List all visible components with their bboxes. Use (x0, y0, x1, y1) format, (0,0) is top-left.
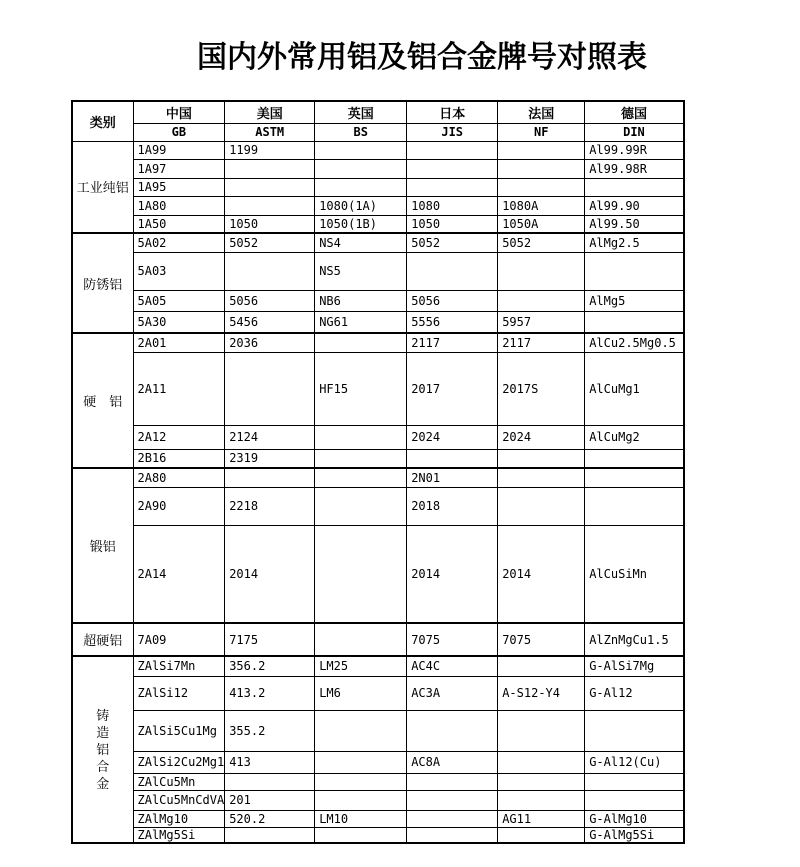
alloy-cell: AlCuMg2 (585, 425, 684, 449)
alloy-cell: G-AlSi7Mg (585, 656, 684, 676)
alloy-cell: 1199 (225, 141, 315, 159)
alloy-cell: 201 (225, 790, 315, 810)
alloy-cell (498, 790, 585, 810)
alloy-cell: ZAlSi2Cu2Mg1 (133, 751, 225, 773)
alloy-cell (315, 710, 407, 751)
alloy-cell (407, 159, 498, 178)
alloy-cell: Al99.99R (585, 141, 684, 159)
alloy-cell: 2018 (407, 487, 498, 525)
alloy-cell (498, 468, 585, 487)
alloy-cell (407, 178, 498, 196)
alloy-cell (498, 159, 585, 178)
alloy-cell (498, 141, 585, 159)
alloy-cell: 1080(1A) (315, 196, 407, 215)
alloy-cell (225, 159, 315, 178)
table-header-row-countries (72, 101, 684, 123)
table-body (72, 141, 684, 843)
alloy-cell: ZAlMg5Si (133, 827, 225, 843)
alloy-cell (407, 141, 498, 159)
alloy-cell: 356.2 (225, 656, 315, 676)
alloy-cell (407, 449, 498, 468)
table-row (72, 751, 684, 773)
alloy-cell: 2024 (407, 425, 498, 449)
alloy-cell: NB6 (315, 290, 407, 311)
category-header-cell: 类别 (72, 101, 133, 141)
alloy-cell: 2A01 (133, 333, 225, 352)
table-row (72, 790, 684, 810)
section-label-text: 防锈铝 (83, 276, 123, 292)
country-header-cell: 美国 (225, 101, 315, 123)
alloy-cell: 2A14 (133, 525, 225, 623)
standard-header-cell: ASTM (225, 123, 315, 141)
alloy-cell: 5056 (407, 290, 498, 311)
alloy-cell: ZAlMg10 (133, 810, 225, 827)
alloy-cell: NG61 (315, 311, 407, 333)
alloy-cell: 2B16 (133, 449, 225, 468)
alloy-cell (498, 773, 585, 790)
alloy-cell (315, 487, 407, 525)
alloy-cell: 5556 (407, 311, 498, 333)
alloy-cell: 2218 (225, 487, 315, 525)
alloy-cell (407, 790, 498, 810)
alloy-cell: ZAlCu5Mn (133, 773, 225, 790)
alloy-cell (585, 468, 684, 487)
alloy-cell: AlMg5 (585, 290, 684, 311)
table-row (72, 468, 684, 487)
alloy-cell: ZAlSi5Cu1Mg (133, 710, 225, 751)
table-row (72, 623, 684, 656)
alloy-cell: 2N01 (407, 468, 498, 487)
table-row (72, 676, 684, 710)
alloy-cell: 1A95 (133, 178, 225, 196)
alloy-cell (498, 710, 585, 751)
alloy-cell: LM10 (315, 810, 407, 827)
alloy-cell: 2A11 (133, 352, 225, 425)
alloy-cell: ZAlSi12 (133, 676, 225, 710)
country-header-cell: 德国 (585, 101, 684, 123)
alloy-cell (315, 623, 407, 656)
alloy-cell: 1050A (498, 215, 585, 233)
table-row (72, 449, 684, 468)
alloy-cell (315, 773, 407, 790)
alloy-cell (225, 196, 315, 215)
alloy-cell: 2036 (225, 333, 315, 352)
standard-header-cell: JIS (407, 123, 498, 141)
alloy-cell (225, 178, 315, 196)
comparison-table (71, 100, 685, 844)
alloy-cell (407, 810, 498, 827)
table-row (72, 525, 684, 623)
standard-header-cell: NF (498, 123, 585, 141)
alloy-cell (498, 751, 585, 773)
country-header-cell: 英国 (315, 101, 407, 123)
alloy-cell: Al99.50 (585, 215, 684, 233)
alloy-cell (585, 252, 684, 290)
alloy-cell (315, 159, 407, 178)
alloy-cell (315, 425, 407, 449)
alloy-cell: LM25 (315, 656, 407, 676)
alloy-cell (498, 449, 585, 468)
alloy-cell (315, 449, 407, 468)
alloy-cell: AC8A (407, 751, 498, 773)
alloy-cell: 2024 (498, 425, 585, 449)
alloy-cell: 5A03 (133, 252, 225, 290)
alloy-cell: 7A09 (133, 623, 225, 656)
alloy-cell: 1A80 (133, 196, 225, 215)
alloy-cell: 413 (225, 751, 315, 773)
alloy-cell (315, 333, 407, 352)
alloy-cell: 2017S (498, 352, 585, 425)
alloy-cell (315, 525, 407, 623)
alloy-cell: 1A50 (133, 215, 225, 233)
alloy-cell: 5456 (225, 311, 315, 333)
alloy-cell: 520.2 (225, 810, 315, 827)
standard-header-cell: BS (315, 123, 407, 141)
alloy-cell: AC3A (407, 676, 498, 710)
alloy-cell: LM6 (315, 676, 407, 710)
table-row (72, 810, 684, 827)
alloy-cell: 2124 (225, 425, 315, 449)
table-row (72, 159, 684, 178)
alloy-cell (498, 487, 585, 525)
alloy-cell (315, 751, 407, 773)
section-label-text: 超硬铝 (83, 633, 123, 648)
alloy-cell: ZAlCu5MnCdVA (133, 790, 225, 810)
section-label (72, 468, 133, 623)
page-title: 国内外常用铝及铝合金牌号对照表 (197, 41, 647, 74)
alloy-cell: 2A12 (133, 425, 225, 449)
alloy-cell (407, 252, 498, 290)
alloy-cell (498, 178, 585, 196)
alloy-cell: 2014 (407, 525, 498, 623)
alloy-cell (498, 252, 585, 290)
alloy-cell: G-AlMg10 (585, 810, 684, 827)
table-row (72, 773, 684, 790)
alloy-cell: 5052 (498, 233, 585, 252)
alloy-cell: 1080A (498, 196, 585, 215)
alloy-cell (407, 773, 498, 790)
alloy-cell (498, 827, 585, 843)
section-label (72, 141, 133, 233)
alloy-cell: AC4C (407, 656, 498, 676)
table-row (72, 141, 684, 159)
alloy-cell (225, 773, 315, 790)
table-row (72, 656, 684, 676)
alloy-cell: 2117 (407, 333, 498, 352)
alloy-cell (315, 178, 407, 196)
alloy-cell (315, 827, 407, 843)
alloy-cell: NS5 (315, 252, 407, 290)
country-header-cell: 中国 (133, 101, 225, 123)
alloy-cell: 5A05 (133, 290, 225, 311)
alloy-cell (585, 773, 684, 790)
alloy-cell (585, 178, 684, 196)
alloy-cell: 2A90 (133, 487, 225, 525)
country-header-cell: 日本 (407, 101, 498, 123)
alloy-cell (315, 468, 407, 487)
alloy-cell: 7175 (225, 623, 315, 656)
alloy-cell: 2117 (498, 333, 585, 352)
section-label-text: 工业纯铝 (76, 180, 129, 196)
alloy-cell (585, 790, 684, 810)
standard-header-cell: GB (133, 123, 225, 141)
alloy-cell: 5957 (498, 311, 585, 333)
alloy-cell (585, 710, 684, 751)
alloy-cell: 1A97 (133, 159, 225, 178)
alloy-cell: 2017 (407, 352, 498, 425)
standard-header-cell: DIN (585, 123, 684, 141)
table-header (72, 101, 684, 141)
alloy-cell: 5052 (225, 233, 315, 252)
section-label (72, 656, 133, 843)
table-row (72, 290, 684, 311)
alloy-cell (225, 252, 315, 290)
alloy-cell: AlCuMg1 (585, 352, 684, 425)
table-row (72, 333, 684, 352)
alloy-cell: NS4 (315, 233, 407, 252)
alloy-cell: HF15 (315, 352, 407, 425)
table-row (72, 352, 684, 425)
table-row (72, 178, 684, 196)
alloy-cell: 1050 (225, 215, 315, 233)
alloy-cell: 2A80 (133, 468, 225, 487)
alloy-cell (407, 827, 498, 843)
alloy-cell: G-Al12 (585, 676, 684, 710)
table-row (72, 196, 684, 215)
alloy-cell (585, 311, 684, 333)
alloy-cell: 2014 (225, 525, 315, 623)
alloy-cell: 355.2 (225, 710, 315, 751)
alloy-cell: 2319 (225, 449, 315, 468)
alloy-cell: AG11 (498, 810, 585, 827)
alloy-cell: Al99.98R (585, 159, 684, 178)
alloy-cell: 7075 (498, 623, 585, 656)
section-label-text: 锻铝 (89, 539, 116, 554)
alloy-cell: 5052 (407, 233, 498, 252)
alloy-cell: AlZnMgCu1.5 (585, 623, 684, 656)
alloy-cell (225, 468, 315, 487)
table-row (72, 487, 684, 525)
alloy-cell: A-S12-Y4 (498, 676, 585, 710)
table-row (72, 710, 684, 751)
alloy-cell: 5A02 (133, 233, 225, 252)
section-label (72, 233, 133, 333)
alloy-cell: G-AlMg5Si (585, 827, 684, 843)
alloy-cell (315, 790, 407, 810)
table-header-row-standards (72, 123, 684, 141)
table-row (72, 311, 684, 333)
alloy-cell: 7075 (407, 623, 498, 656)
table-row (72, 827, 684, 843)
alloy-cell: 1050(1B) (315, 215, 407, 233)
section-label-text: 硬 铝 (83, 394, 123, 409)
section-label-text: 铸造铝合金 (96, 708, 110, 791)
alloy-cell: AlCu2.5Mg0.5 (585, 333, 684, 352)
alloy-cell (225, 827, 315, 843)
section-label (72, 333, 133, 468)
alloy-cell: 1080 (407, 196, 498, 215)
alloy-cell: 413.2 (225, 676, 315, 710)
alloy-cell (498, 656, 585, 676)
alloy-cell: AlCuSiMn (585, 525, 684, 623)
alloy-cell: Al99.90 (585, 196, 684, 215)
alloy-cell (225, 352, 315, 425)
table-row (72, 215, 684, 233)
alloy-cell: 1A99 (133, 141, 225, 159)
alloy-cell: 5A30 (133, 311, 225, 333)
alloy-cell (585, 487, 684, 525)
alloy-cell (498, 290, 585, 311)
alloy-cell (407, 710, 498, 751)
table-row (72, 233, 684, 252)
country-header-cell: 法国 (498, 101, 585, 123)
alloy-cell (315, 141, 407, 159)
alloy-cell: 5056 (225, 290, 315, 311)
alloy-cell: AlMg2.5 (585, 233, 684, 252)
table-row (72, 425, 684, 449)
alloy-cell: 1050 (407, 215, 498, 233)
alloy-cell: ZAlSi7Mn (133, 656, 225, 676)
alloy-cell: G-Al12(Cu) (585, 751, 684, 773)
alloy-cell: 2014 (498, 525, 585, 623)
alloy-cell (585, 449, 684, 468)
table-row (72, 252, 684, 290)
section-label (72, 623, 133, 656)
